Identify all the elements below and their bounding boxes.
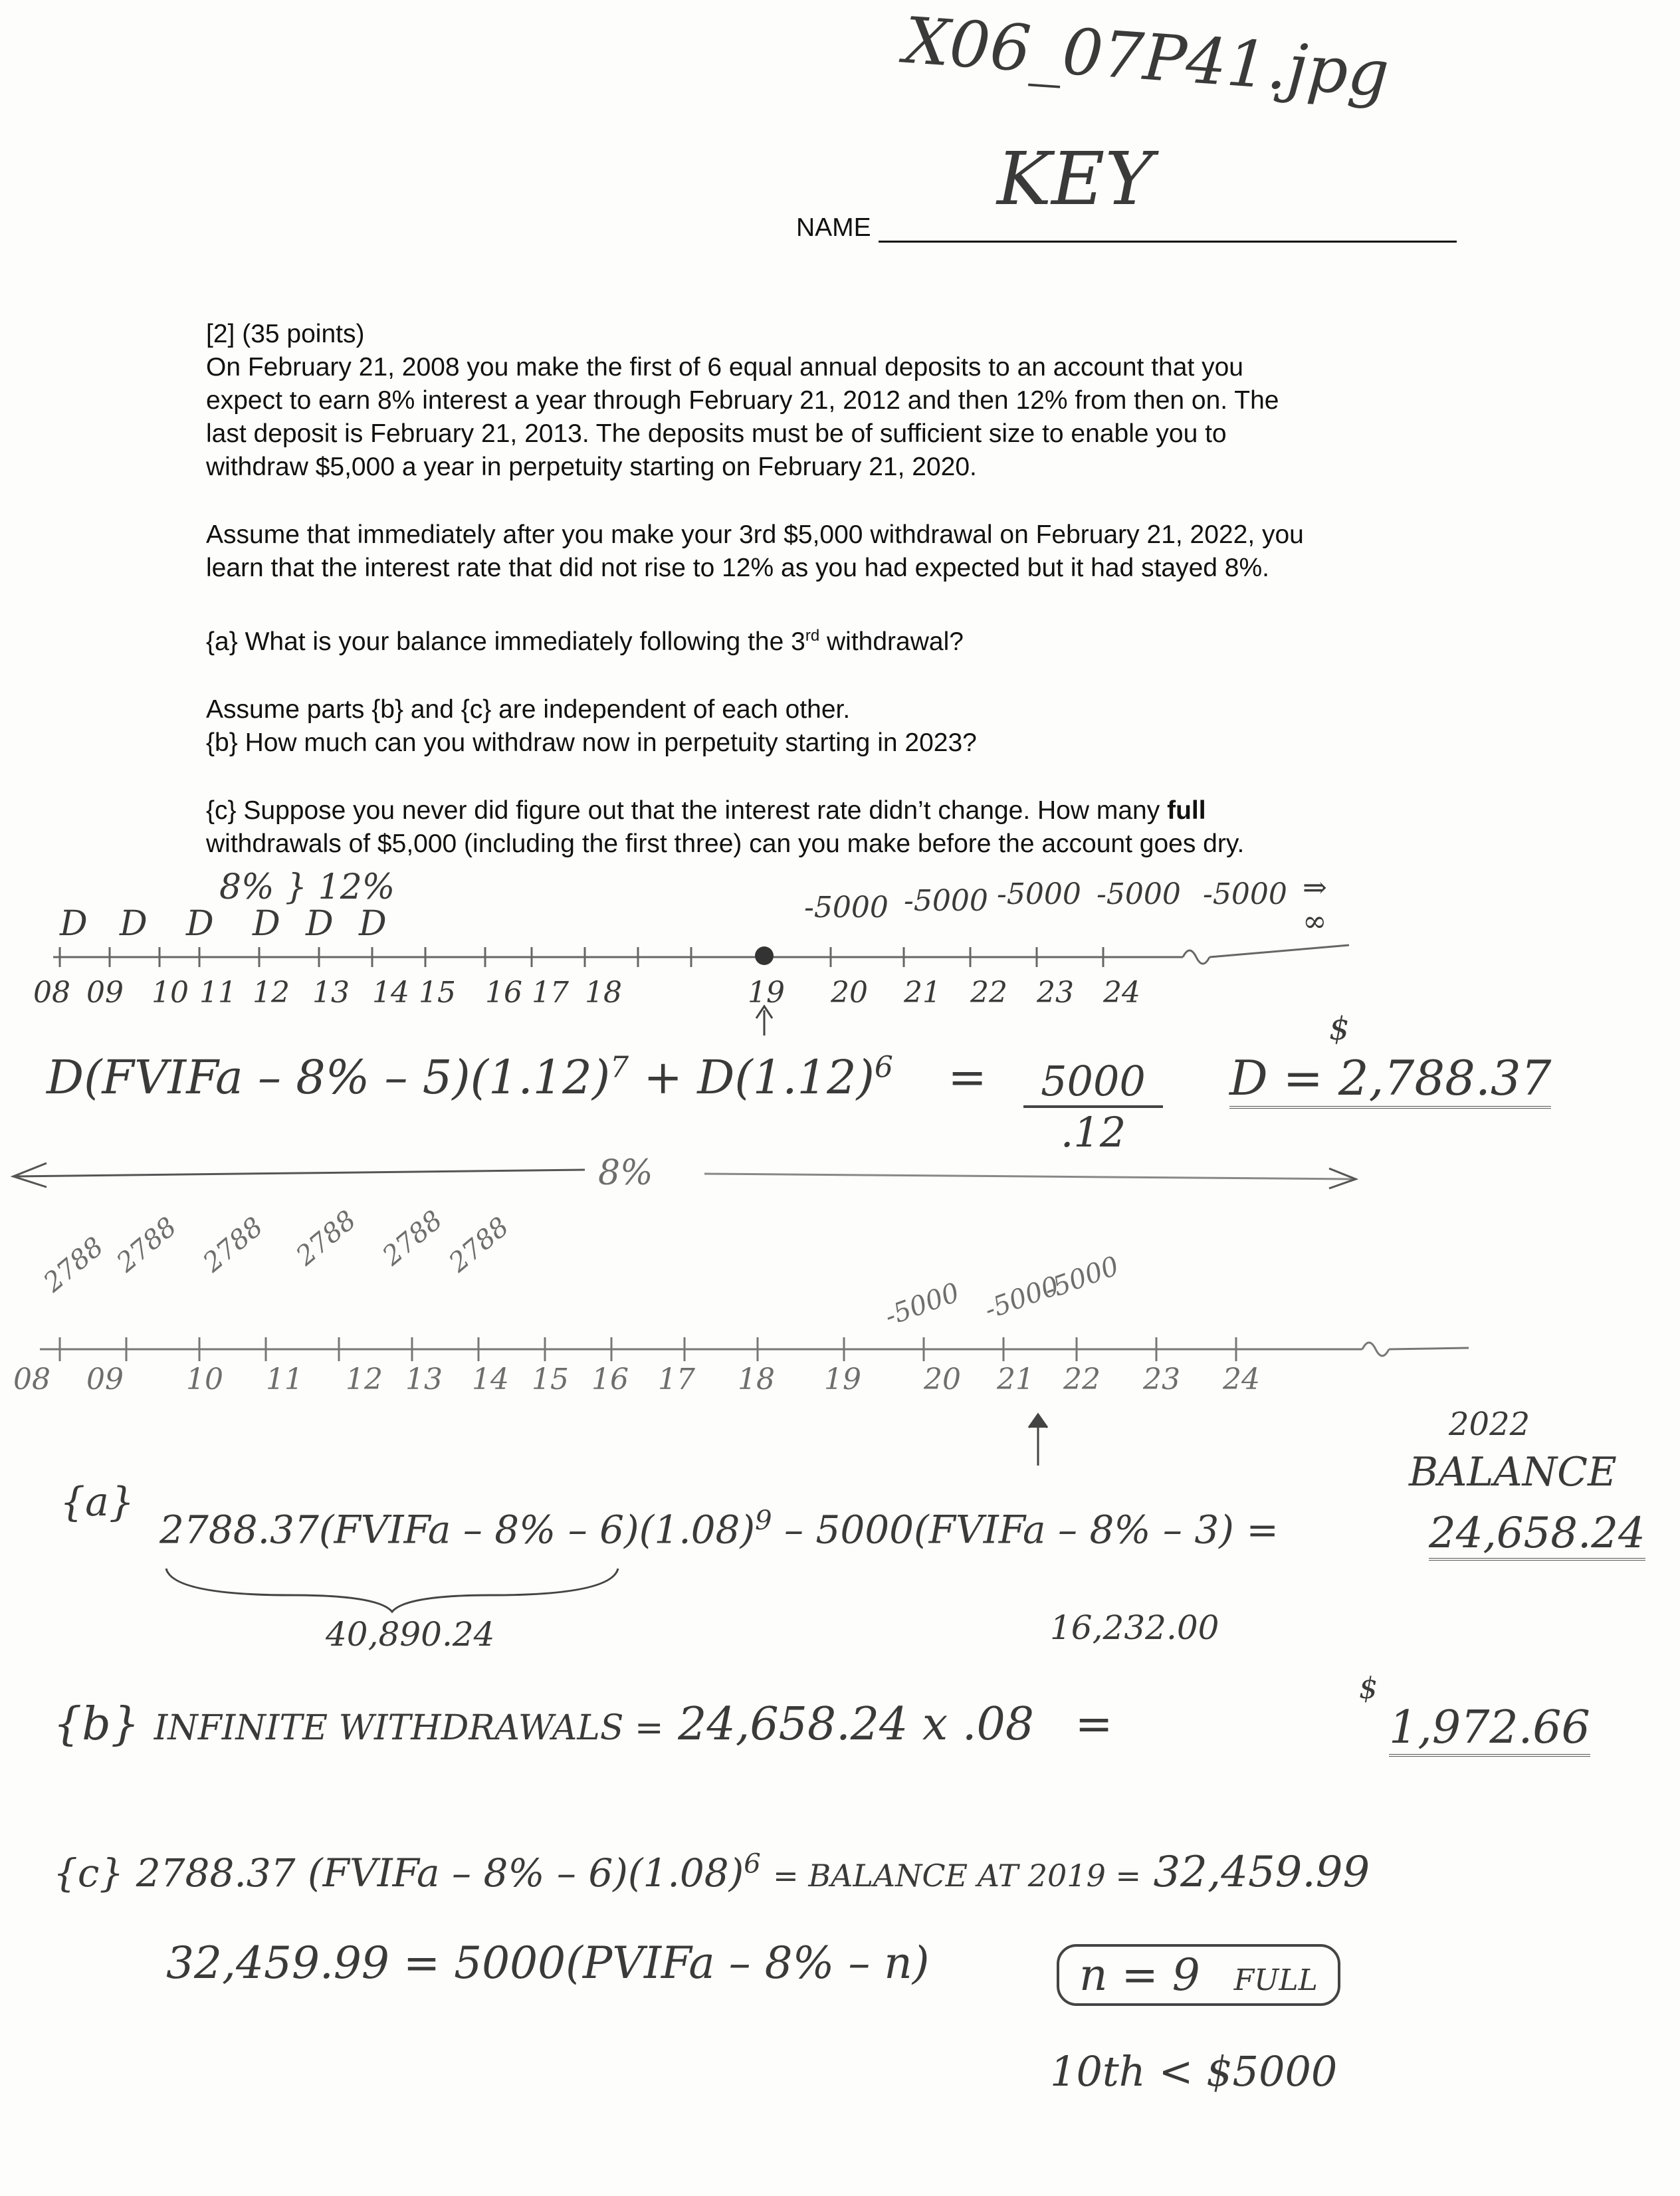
t2-tick-12: 12 xyxy=(346,1363,383,1396)
problem-line-1: On February 21, 2008 you make the first of 6 equal annual deposits to an account that you xyxy=(206,353,1243,382)
part-b-dollar: $ xyxy=(1359,1672,1378,1705)
eq1-mid-exp: 6 xyxy=(874,1050,893,1085)
withdrawal2-3: -5000 xyxy=(1040,1250,1123,1306)
eq1-mid: + D(1.12) xyxy=(643,1050,875,1105)
rate-arrow xyxy=(0,1150,1680,1190)
withdrawal-2: -5000 xyxy=(904,884,988,918)
t2-tick-17: 17 xyxy=(658,1363,695,1396)
t2-tick-11: 11 xyxy=(266,1363,303,1396)
t1-tick-22: 22 xyxy=(970,976,1007,1010)
part-a-subtotal-2: 16,232.00 xyxy=(1050,1608,1219,1647)
assumption-line-1: Assume that immediately after you make your 3rd $5,000 withdrawal on February 21, 2022, you xyxy=(206,520,1304,549)
problem-number: [2] xyxy=(206,320,235,348)
t1-tick-10: 10 xyxy=(152,976,189,1010)
deposit2-5: 2788 xyxy=(377,1204,449,1272)
problem-line-3: last deposit is February 21, 2013. The deposits must be of sufficient size to enable you to xyxy=(206,419,1227,448)
t2-tick-16: 16 xyxy=(591,1363,629,1396)
t1-tick-12: 12 xyxy=(253,976,290,1010)
part-c-answer-box xyxy=(1057,1944,1340,2006)
t2-tick-08: 08 xyxy=(13,1363,51,1396)
deposit-3: D xyxy=(186,904,214,944)
part-a-sup: rd xyxy=(805,627,820,645)
withdrawal2-2: -5000 xyxy=(980,1270,1063,1326)
part-a-minus: – 5000(FVIFa – 8% – 3) xyxy=(784,1507,1234,1553)
t2-tick-10: 10 xyxy=(186,1363,223,1396)
part-c-value: 32,459.99 xyxy=(1153,1848,1370,1897)
part-a-expr: 2788.37(FVIFa – 8% – 6)(1.08) xyxy=(159,1507,756,1553)
part-b-label: {b} xyxy=(53,1698,140,1751)
withdrawal-1: -5000 xyxy=(804,891,889,925)
eq1-fraction xyxy=(1023,1057,1163,1156)
deposit2-3: 2788 xyxy=(197,1211,269,1279)
part-c-label: {c} xyxy=(53,1850,124,1896)
rate-8-label: 8% xyxy=(598,1153,653,1193)
part-a-subtotal-1: 40,890.24 xyxy=(326,1615,495,1654)
deposit2-6: 2788 xyxy=(443,1211,515,1279)
part-b-question: {b} How much can you withdraw now in perpetuity starting in 2023? xyxy=(206,728,977,757)
deposit-5: D xyxy=(306,904,334,944)
deposit-1: D xyxy=(60,904,88,944)
deposit2-2: 2788 xyxy=(111,1211,183,1279)
assumption-line-2: learn that the interest rate that did not rise to 12% as you had expected but it had stayed 8%. xyxy=(206,554,1270,582)
t2-tick-24: 24 xyxy=(1223,1363,1260,1396)
t1-tick-21: 21 xyxy=(904,976,941,1010)
part-c-work-1 xyxy=(53,1848,1370,1897)
t1-tick-08: 08 xyxy=(33,976,70,1010)
deposit2-1: 2788 xyxy=(38,1231,110,1299)
t2-tick-21: 21 xyxy=(997,1363,1034,1396)
part-c-question-2: withdrawals of $5,000 (including the first three) can you make before the account goes dry. xyxy=(206,829,1245,858)
part-c-answer-n: n = 9 xyxy=(1079,1949,1200,2001)
filename-annotation: X06_07P41.jpg xyxy=(901,3,1392,112)
key-annotation: KEY xyxy=(997,136,1154,221)
part-c-exp: 6 xyxy=(744,1848,761,1880)
infinity-arrow: ⇒ ∞ xyxy=(1303,871,1327,938)
balance-word-label: BALANCE xyxy=(1409,1449,1617,1495)
t2-tick-18: 18 xyxy=(738,1363,775,1396)
t2-tick-14: 14 xyxy=(472,1363,509,1396)
t1-tick-23: 23 xyxy=(1037,976,1074,1010)
part-a-text-end: withdrawal? xyxy=(819,627,964,656)
part-a-equals: = xyxy=(1246,1507,1279,1553)
part-a-question xyxy=(206,619,1502,659)
equation-1 xyxy=(47,1050,987,1105)
part-a-label: {a} xyxy=(60,1479,135,1525)
part-a-equation xyxy=(159,1505,1279,1552)
t2-tick-09: 09 xyxy=(86,1363,124,1396)
deposit-2: D xyxy=(120,904,148,944)
t2-tick-15: 15 xyxy=(532,1363,569,1396)
t1-tick-19: 19 xyxy=(748,976,785,1010)
problem-text xyxy=(206,318,1502,861)
part-c-bold: full xyxy=(1167,796,1206,825)
t1-tick-14: 14 xyxy=(372,976,409,1010)
part-a-text: {a} What is your balance immediately following the 3 xyxy=(206,627,805,656)
part-c-work-2: 32,459.99 = 5000(PVIFa – 8% – n) xyxy=(166,1937,930,1989)
t1-tick-09: 09 xyxy=(86,976,124,1010)
part-c-full: FULL xyxy=(1233,1963,1318,1997)
t2-tick-13: 13 xyxy=(405,1363,443,1396)
withdrawal-4: -5000 xyxy=(1097,877,1181,911)
eq1-numerator: 5000 xyxy=(1023,1057,1163,1108)
t2-tick-19: 19 xyxy=(824,1363,861,1396)
name-line xyxy=(879,241,1457,243)
part-b-answer: 1,972.66 xyxy=(1389,1702,1590,1757)
part-c-text: {c} Suppose you never did figure out that the interest rate didn’t change. How many xyxy=(206,796,1168,825)
d-dollar-sign: $ xyxy=(1329,1010,1350,1047)
part-c-question-1 xyxy=(206,794,1502,827)
withdrawal-5: -5000 xyxy=(1203,877,1287,911)
part-b-expr: 24,658.24 x .08 xyxy=(678,1698,1034,1751)
eq1-left: D(FVIFa – 8% – 5)(1.12) xyxy=(47,1050,611,1105)
deposit-6: D xyxy=(359,904,387,944)
t1-tick-17: 17 xyxy=(532,976,569,1010)
t1-tick-16: 16 xyxy=(485,976,522,1010)
balance-year-label: 2022 xyxy=(1449,1406,1530,1443)
part-c-note: 10th < $5000 xyxy=(1050,2047,1338,2096)
part-b-work xyxy=(53,1698,1113,1751)
t2-tick-22: 22 xyxy=(1063,1363,1101,1396)
eq1-denominator: .12 xyxy=(1060,1108,1126,1156)
t2-tick-23: 23 xyxy=(1143,1363,1180,1396)
eq1-equals: = xyxy=(948,1050,987,1105)
t1-tick-18: 18 xyxy=(585,976,622,1010)
part-c-expr: 2788.37 (FVIFa – 8% – 6)(1.08) xyxy=(136,1850,744,1896)
t1-tick-13: 13 xyxy=(312,976,350,1010)
part-b-equals: = xyxy=(1075,1698,1113,1751)
t1-tick-11: 11 xyxy=(199,976,237,1010)
part-a-brace xyxy=(159,1562,758,1615)
eq1-exp: 7 xyxy=(610,1050,629,1085)
part-a-answer: 24,658.24 xyxy=(1429,1509,1645,1561)
deposit-4: D xyxy=(253,904,280,944)
part-c-mid: = BALANCE AT 2019 = xyxy=(773,1858,1141,1894)
withdrawal-3: -5000 xyxy=(997,877,1081,911)
rates-label: 8% } 12% xyxy=(219,867,395,907)
t1-tick-24: 24 xyxy=(1103,976,1140,1010)
withdrawal2-1: -5000 xyxy=(881,1277,964,1333)
name-label: NAME xyxy=(796,213,871,242)
t1-tick-15: 15 xyxy=(419,976,456,1010)
t1-tick-20: 20 xyxy=(831,976,868,1010)
part-b-text: INFINITE WITHDRAWALS = xyxy=(154,1708,664,1748)
problem-points: (35 points) xyxy=(242,320,365,348)
independence-note: Assume parts {b} and {c} are independent of each other. xyxy=(206,695,851,724)
problem-header xyxy=(206,318,1502,351)
part-a-exp: 9 xyxy=(755,1505,772,1536)
d-answer: D = 2,788.37 xyxy=(1229,1050,1551,1109)
deposit2-4: 2788 xyxy=(290,1204,362,1272)
problem-line-4: withdraw $5,000 a year in perpetuity starting on February 21, 2020. xyxy=(206,453,977,481)
t2-tick-20: 20 xyxy=(924,1363,961,1396)
problem-line-2: expect to earn 8% interest a year through February 21, 2012 and then 12% from then on. The xyxy=(206,386,1279,415)
